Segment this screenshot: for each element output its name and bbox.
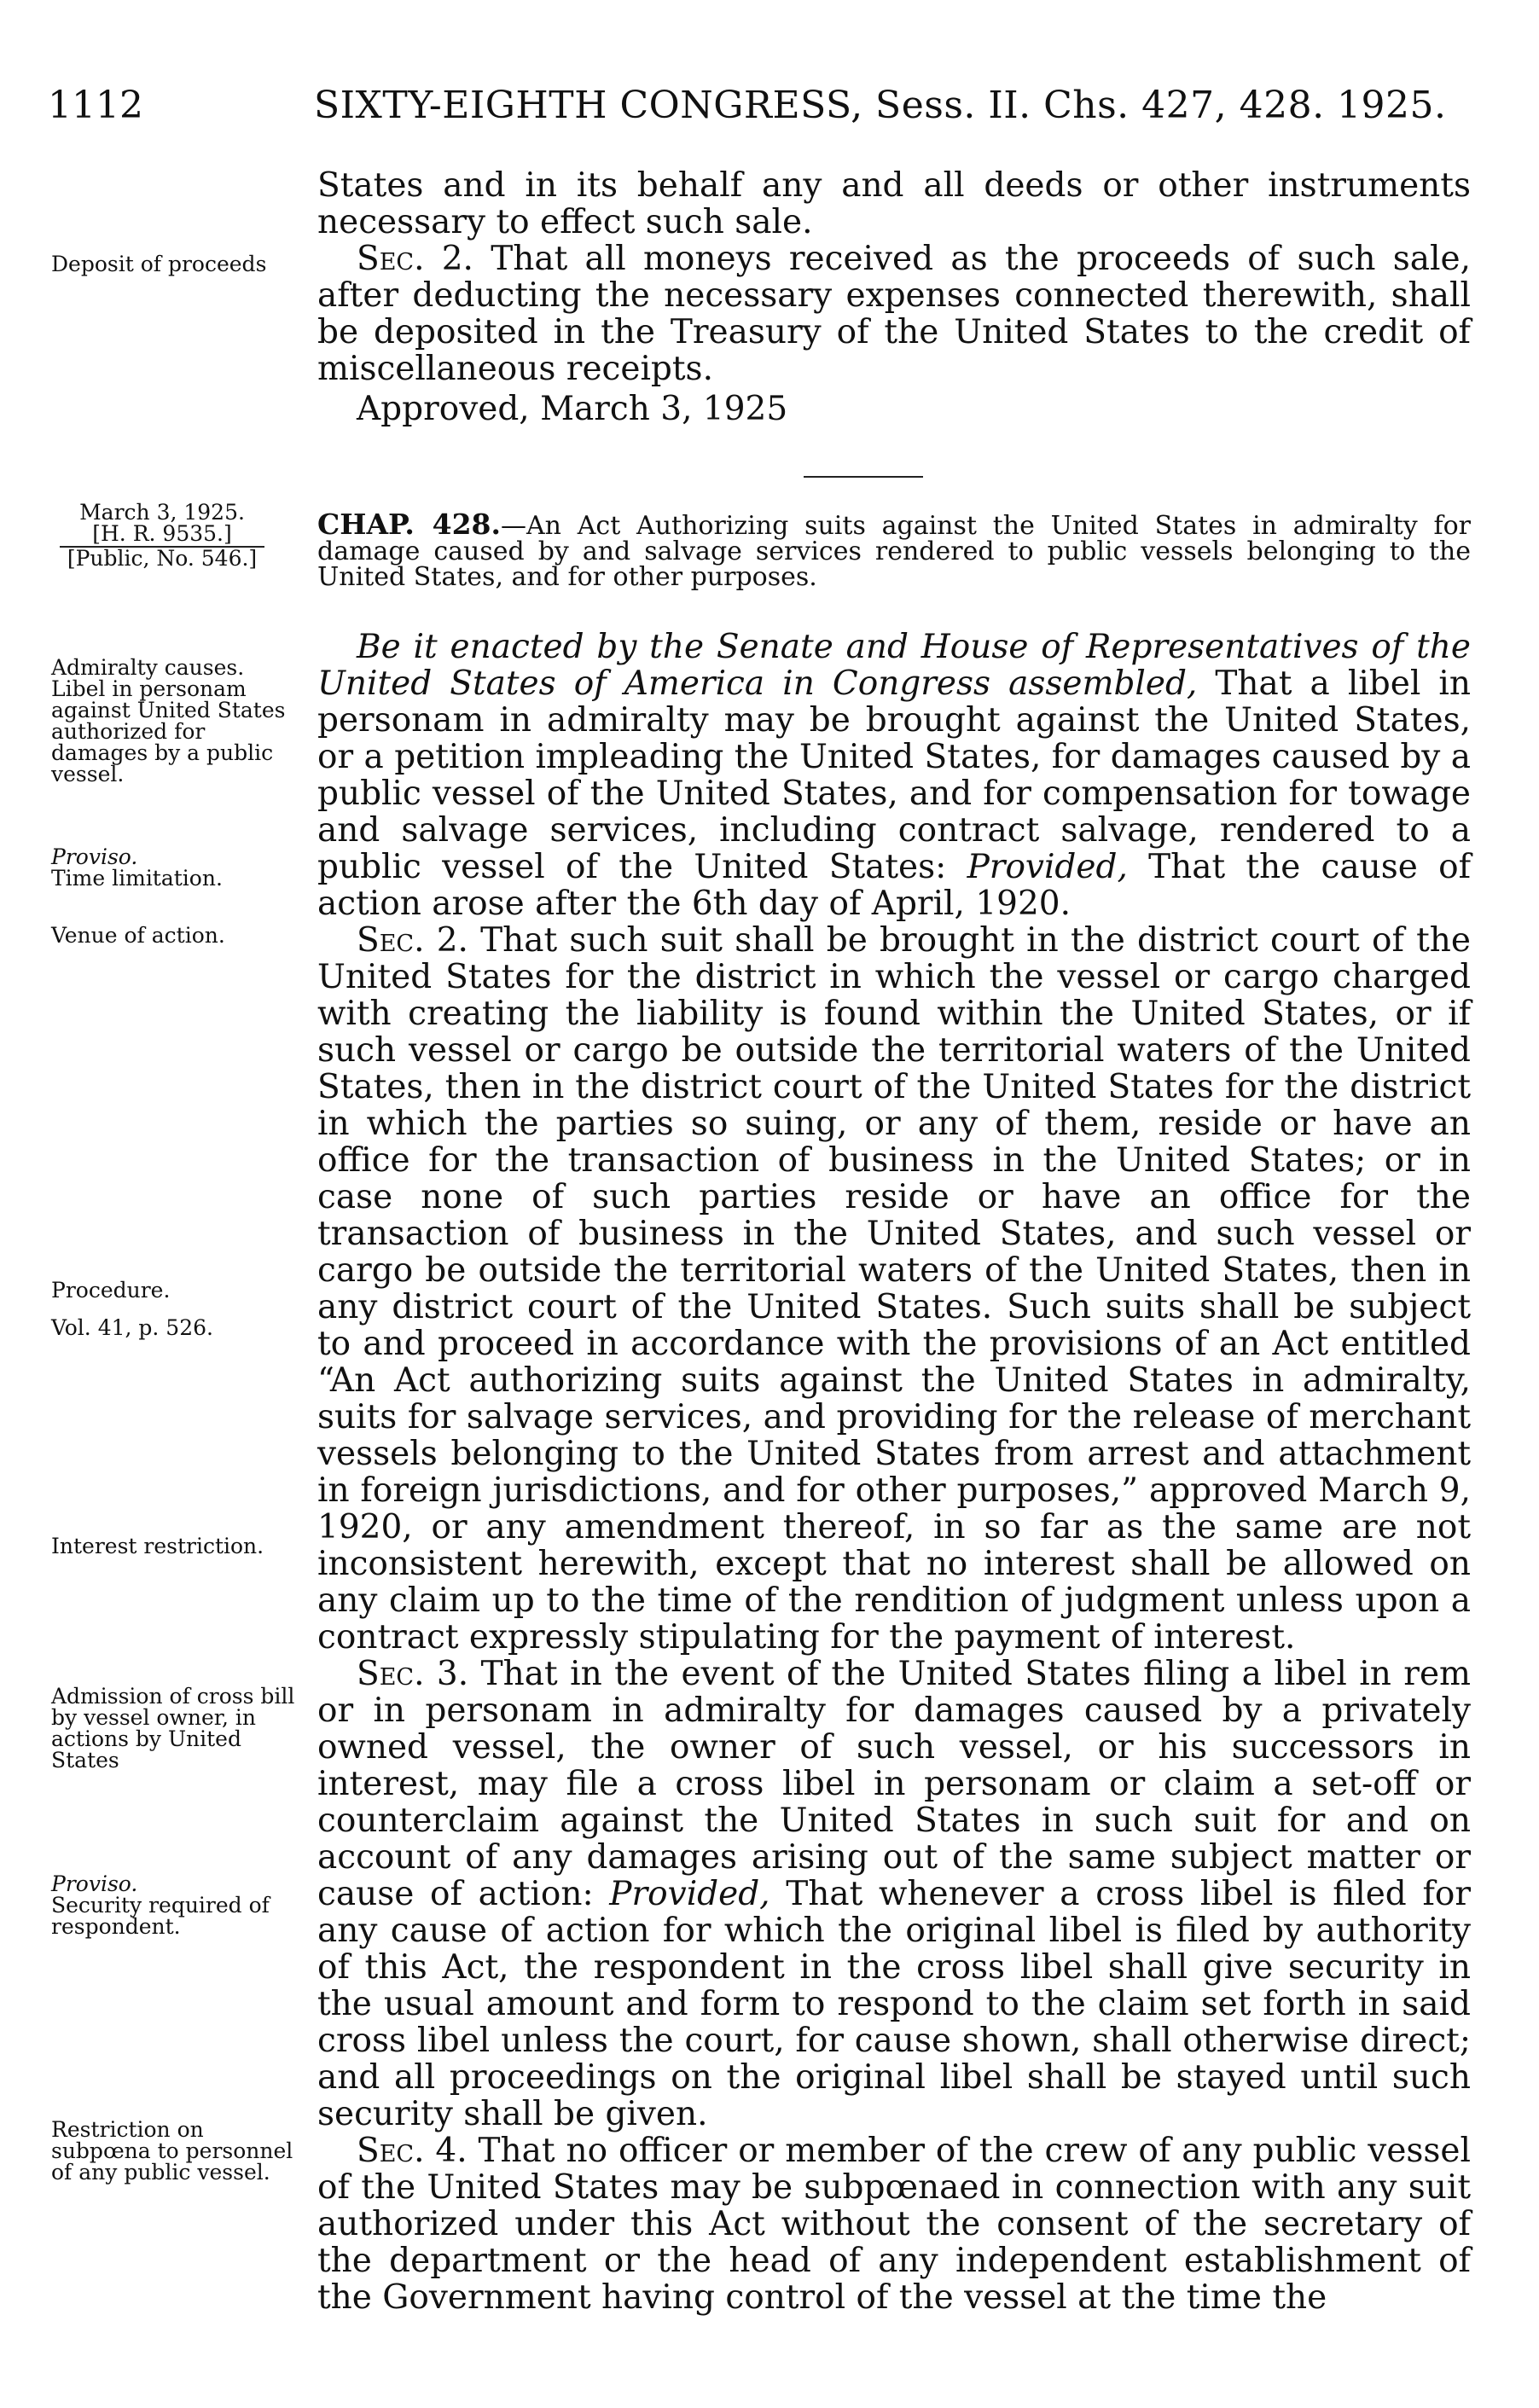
chapter-label: CHAP. 428. — [317, 508, 501, 541]
prev-sec2-paragraph — [317, 241, 1471, 387]
margin-note-deposit: Deposit of proceeds — [51, 252, 267, 276]
margin-proviso-1: Proviso. — [51, 844, 138, 869]
section-1-paragraph — [317, 629, 1471, 922]
prev-sec2-text: That all moneys received as the proceeds of such sale, after deducting the necessary expenses connected therewith, shall be deposited in the Treasury of the United States to the credit of miscellaneous receipts. — [317, 240, 1472, 388]
margin-note-date-block — [60, 502, 264, 569]
sec3-text-b: That whenever a cross libel is filed for any cause of action for which the original libel is filed by authority of this Act, the respondent in the cross libel shall give security in the usual amount and form to respond to the claim set forth in said cross libel unless the court, for cause shown, shall otherwise direct; and all proceedings on the original libel shall be stayed until such security shall be given. — [317, 1875, 1472, 2133]
margin-public-law: [Public, No. 546.] — [67, 546, 258, 571]
margin-note-cross-bill: Admission of cross bill by vessel owner, in actions by United States — [51, 1684, 295, 1773]
sec3-provided: Provided, — [609, 1875, 770, 1913]
margin-note-venue: Venue of action. — [51, 923, 225, 948]
continuation-paragraph: States and in its behalf any and all deeds or other instruments necessary to effect such sale. — [317, 166, 1471, 241]
margin-note-vol: Vol. 41, p. 526. — [51, 1315, 213, 1340]
previous-chapter-text — [317, 167, 1471, 427]
prev-sec2-label: Sec. 2. — [357, 240, 473, 278]
margin-hr-number: [H. R. 9535.] — [60, 523, 264, 548]
sec1-text-b: That the cause of action arose after the 6th day of April, 1920. — [317, 848, 1472, 923]
page-number: 1112 — [48, 84, 143, 127]
sec1-provided: Provided, — [967, 848, 1128, 886]
margin-note-proviso-time — [51, 846, 299, 889]
running-title: SIXTY-EIGHTH CONGRESS, Sess. II. Chs. 427, 428. 1925. — [314, 84, 1447, 127]
margin-note-procedure: Procedure. — [51, 1278, 171, 1303]
sec2-text: That such suit shall be brought in the district court of the United States for the district in which the vessel or cargo charged with creating the liability is found within the United States, or if such vessel or cargo be outside the territorial waters of the United States, then in the district court of the United States for the district in which the parties so suing, or any of them, reside or have an office for the transaction of business in the United States; or in case none of such parties reside or have an office for the transaction of business in the United States, and such vessel or cargo be outside the territorial waters of the United States, then in any district court of the United States. Such suits shall be subject to and proceed in accordance with the provisions of an Act entitled “An Act authorizing suits against the United States in admiralty, suits for salvage services, and providing for the release of merchant vessels belonging to the United States from arrest and attachment in foreign jurisdictions, and for other purposes,” approved March 9, 1920, or any amendment thereof, in so far as the same are not inconsistent herewith, except that no interest shall be allowed on any claim up to the time of the rendition of judgment unless upon a contract expressly stipulating for the payment of interest. — [317, 921, 1471, 1657]
chapter-title: —An Act Authorizing suits against the United States in admiralty for damage caused by and salvage services rendered to public vessels belonging to the United States, and for other purposes. — [317, 511, 1471, 592]
section-4-paragraph — [317, 2132, 1471, 2316]
chapter-body — [317, 629, 1471, 2316]
sec2-label: Sec. 2. — [357, 921, 468, 960]
chapter-divider — [804, 476, 923, 478]
sec4-text: That no officer or member of the crew of any public vessel of the United States may be subpœnaed in connection with any suit authorized under this Act without the consent of the secretary of the department or the head of any independent establishment of the Government having control of the vessel at the time the — [317, 2132, 1471, 2317]
margin-note-subpoena: Restriction on subpœna to personnel of any public vessel. — [51, 2117, 293, 2185]
enacting-clause: Be it enacted by the Senate and House of Representatives of the United States of America in Congress assembled, — [317, 628, 1471, 703]
margin-security: Security required of respondent. — [51, 1893, 270, 1939]
margin-time-limitation: Time limitation. — [51, 866, 223, 891]
margin-admiralty-title: Admiralty causes. — [51, 655, 245, 680]
chapter-heading — [317, 508, 1471, 592]
sec3-text-a: That in the event of the United States filing a libel in rem or in personam in admiralty for damages caused by a privately owned vessel, the owner of such vessel, or his successors in interest, may file a cross libel in personam or claim a set-off or counterclaim against the United States in such suit for and on account of any damages arising out of the same subject matter or cause of action: — [317, 1655, 1472, 1913]
sec1-text-a: That a libel in personam in admiralty may be brought against the United States, or a petition impleading the United States, for damages caused by a public vessel of the United States, and for compensation for towage and salvage services, including contract salvage, rendered to a public vessel of the United States: — [317, 664, 1471, 886]
margin-note-admiralty — [51, 657, 299, 785]
section-2-paragraph — [317, 922, 1471, 1656]
section-3-paragraph — [317, 1656, 1471, 2132]
sec3-label: Sec. 3. — [357, 1655, 469, 1693]
margin-note-interest: Interest restriction. — [51, 1534, 264, 1558]
page-header — [48, 84, 1496, 135]
margin-proviso-2: Proviso. — [51, 1871, 138, 1896]
margin-note-proviso-security — [51, 1873, 299, 1937]
margin-admiralty-desc: Libel in personam against United States authorized for damages by a public vessel. — [51, 676, 286, 786]
sec4-label: Sec. 4. — [357, 2132, 468, 2170]
margin-date: March 3, 1925. — [79, 500, 245, 525]
approved-line: Approved, March 3, 1925 — [357, 390, 788, 428]
